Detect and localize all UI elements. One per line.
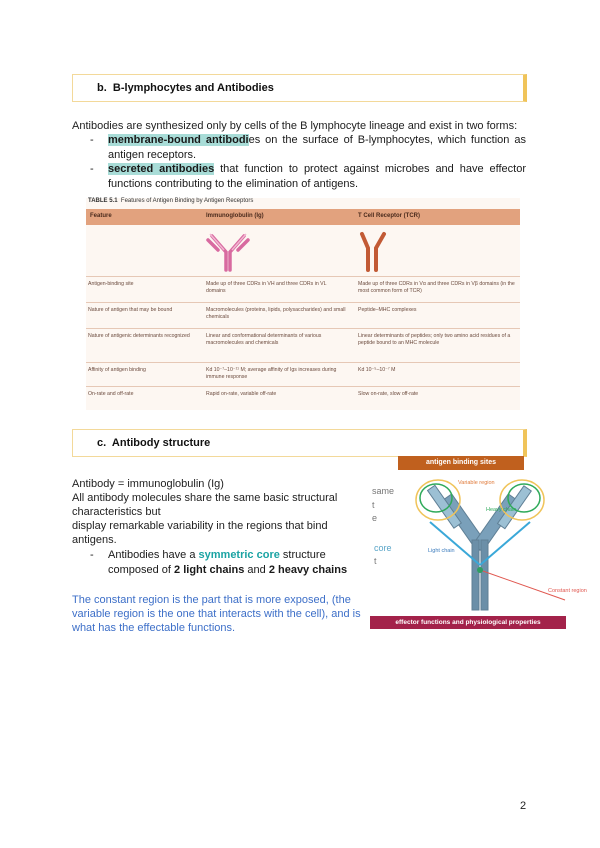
antigen-binding-table xyxy=(86,198,520,410)
table-row: Antigen-binding site Made up of three CDRs in VH and three CDRs in VL domains Made up of three CDRs in Vα and three CDRs in Vβ domains (in the most common form of TCR) xyxy=(86,276,520,303)
list-item: - Antibodies have a symmetric core structure composed of 2 light chains and 2 heavy chains xyxy=(90,549,348,576)
section-c-header xyxy=(72,429,527,457)
antibody-definition: Antibody = immunoglobulin (Ig) xyxy=(72,478,224,490)
table-row: On-rate and off-rate Rapid on-rate, variable off-rate Slow on-rate, slow off-rate xyxy=(86,386,520,409)
highlight-secreted: secreted antibodies xyxy=(108,163,215,175)
section-b-intro: Antibodies are synthesized only by cells of the B lymphocyte lineage and exist in two forms: xyxy=(72,120,518,132)
tcr-icon xyxy=(356,230,390,272)
list-item: - secreted antibodies that function to protect against microbes and have effector functions contributing to the elimination of antigens. xyxy=(90,163,526,190)
table-row: Nature of antigenic determinants recognized Linear and conformational determinants of various macromolecules and chemicals Linear determinants of peptides; only two amino acid residues of a peptide bound to an MHC molecule xyxy=(86,328,520,363)
table-header: Feature Immunoglobulin (Ig) T Cell Receptor (TCR) xyxy=(86,209,520,225)
highlight-membrane-bound: membrane-bound antibodi xyxy=(108,134,249,146)
effector-functions-label: effector functions and physiological properties xyxy=(370,616,566,629)
antibody-structure-diagram xyxy=(370,456,590,632)
immunoglobulin-icon xyxy=(202,228,252,272)
variable-region-label: Variable region xyxy=(458,480,495,486)
section-c-title: c. Antibody structure xyxy=(97,437,211,449)
structure-description-1: All antibody molecules share the same basic structural characteristics but xyxy=(72,492,338,518)
section-b-header xyxy=(72,74,527,102)
table-row: Affinity of antigen binding Kd 10⁻⁷–10⁻¹¹ M; average affinity of Igs increases during immune response Kd 10⁻⁵–10⁻⁷ M xyxy=(86,362,520,387)
table-row: Nature of antigen that may be bound Macromolecules (proteins, lipids, polysaccharides) and small chemicals Peptide–MHC complexes xyxy=(86,302,520,329)
structure-description-2: display remarkable variability in the regions that bind antigens. xyxy=(72,520,328,546)
page-number: 2 xyxy=(520,800,527,812)
antigen-binding-sites-label: antigen binding sites xyxy=(398,456,524,470)
table-caption: TABLE 5.1 Features of Antigen Binding by Antigen Receptors xyxy=(88,198,254,204)
light-chain-label: Light chain xyxy=(428,548,455,554)
constant-region-note: The constant region is the part that is more exposed, (the variable region is the one that interacts with the cell), and is what has the effectable functions. xyxy=(72,594,361,634)
section-b-title: b. B-lymphocytes and Antibodies xyxy=(97,82,274,94)
antibody-y-icon xyxy=(370,470,590,616)
list-item: - membrane-bound antibodies on the surface of B-lymphocytes, which function as antigen receptors. xyxy=(90,134,526,161)
constant-region-label: Constant region xyxy=(548,588,587,594)
highlight-symmetric-core: symmetric core xyxy=(198,549,280,561)
heavy-chain-label: Heavy chain xyxy=(486,507,517,513)
